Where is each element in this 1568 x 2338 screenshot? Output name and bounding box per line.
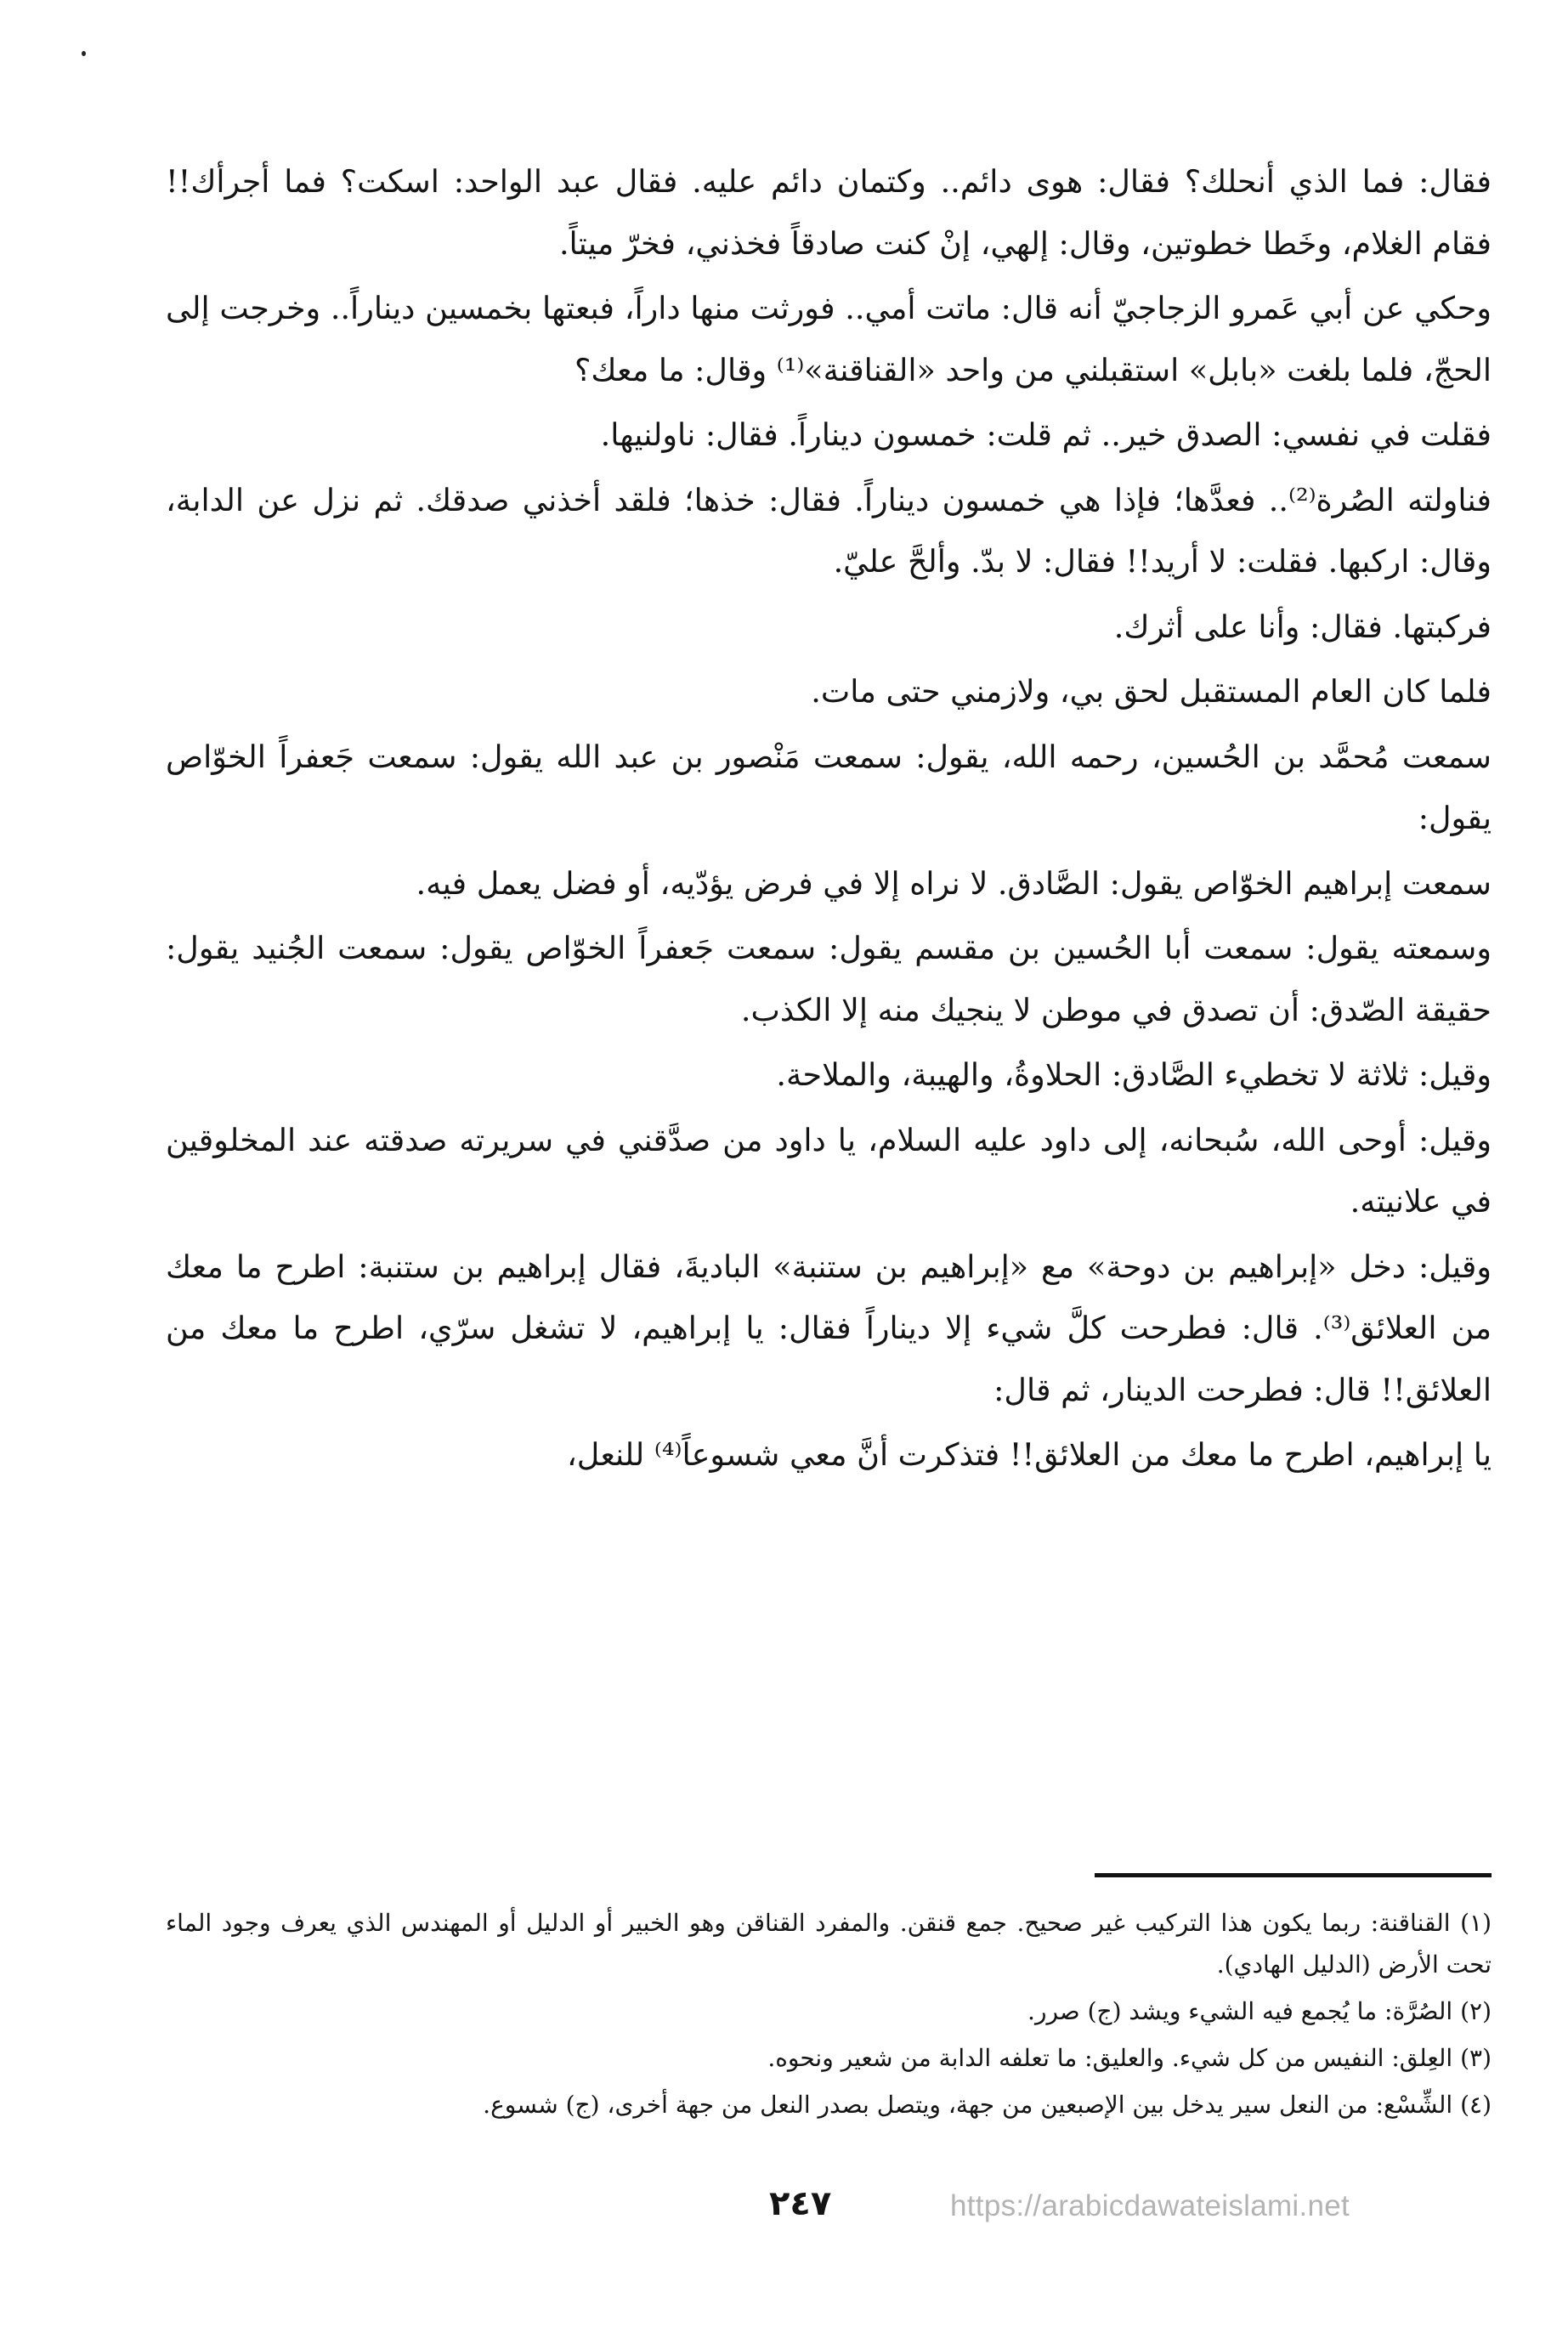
- footnotes: [166, 1902, 1492, 2131]
- footnote: (٤) الشِّسْع: من النعل سير يدخل بين الإصبعين من جهة، ويتصل بصدر النعل من جهة أخرى، (ج) شسوع.: [483, 2091, 1492, 2119]
- paragraph: وقيل: ثلاثة لا تخطيء الصَّادق: الحلاوةُ، والهيبة، والملاحة.: [776, 1056, 1492, 1093]
- paragraph: وسمعته يقول: سمعت أبا الحُسين بن مقسم يقول: سمعت جَعفراً الخوّاص يقول: سمعت الجُنيد يقول: حقيقة الصّدق: أن تصدق في موطن لا ينجيك منه إلا الكذب.: [166, 930, 1492, 1028]
- watermark-url: https://arabicdawateislami.net: [950, 2189, 1350, 2222]
- footnote: (٣) العِلق: النفيس من كل شيء. والعليق: ما تعلفه الدابة من شعير ونحوه.: [767, 2044, 1492, 2072]
- footnote-divider: [1095, 1873, 1492, 1877]
- paragraph: فقلت في نفسي: الصدق خير.. ثم قلت: خمسون ديناراً. فقال: ناولنيها.: [600, 416, 1492, 453]
- paragraph: فركبتها. فقال: وأنا على أثرك.: [1113, 608, 1492, 645]
- paragraph: فقال: فما الذي أنحلك؟ فقال: هوى دائم.. وكتمان دائم عليه. فقال عبد الواحد: اسكت؟ فما أجرأك!! فقام الغلام، وخَطا خطوتين، وقال: إلهي، إنْ كنت صادقاً فخذني، فخرّ ميتاً.: [166, 163, 1492, 262]
- paragraph: سمعت إبراهيم الخوّاص يقول: الصَّادق. لا نراه إلا في فرض يؤدّيه، أو فضل يعمل فيه.: [416, 864, 1492, 902]
- paragraph: فلما كان العام المستقبل لحق بي، ولازمني حتى مات.: [811, 673, 1492, 710]
- page-number: ٢٤٧: [769, 2184, 832, 2223]
- main-text: [166, 151, 1492, 1490]
- paragraph: يا إبراهيم، اطرح ما معك من العلائق!! فتذكرت أنَّ معي شسوعاً⁽⁴⁾ للنعل،: [567, 1436, 1492, 1473]
- ink-dot: [82, 51, 86, 56]
- footnote: (٢) الصُرَّة: ما يُجمع فيه الشيء ويشد (ج) صرر.: [1027, 1997, 1492, 2025]
- paragraph: وحكي عن أبي عَمرو الزجاجيّ أنه قال: ماتت أمي.. فورثت منها داراً، فبعتها بخمسين ديناراً.. وخرجت إلى الحجّ، فلما بلغت «بابل» استقبلني من واحد «القناقنة»⁽¹⁾ وقال: ما معك؟: [166, 290, 1492, 388]
- footnote: (١) القناقنة: ربما يكون هذا التركيب غير صحيح. جمع قنقن. والمفرد القناقن وهو الخبير أو الدليل أو المهندس الذي يعرف وجود الماء تحت الأرض (الدليل الهادي).: [166, 1909, 1492, 1979]
- paragraph: وقيل: دخل «إبراهيم بن دوحة» مع «إبراهيم بن ستنبة» الباديةَ، فقال إبراهيم بن ستنبة: اطرح ما معك من العلائق⁽³⁾. قال: فطرحت كلَّ شيء إلا ديناراً فقال: يا إبراهيم، لا تشغل سرّي، اطرح ما معك من العلائق!! قال: فطرحت الدينار، ثم قال:: [166, 1248, 1492, 1408]
- paragraph: سمعت مُحمَّد بن الحُسين، رحمه الله، يقول: سمعت مَنْصور بن عبد الله يقول: سمعت جَعفراً الخوّاص يقول:: [166, 738, 1492, 836]
- paragraph: فناولته الصُرة⁽²⁾.. فعدَّها؛ فإذا هي خمسون ديناراً. فقال: خذها؛ فلقد أخذني صدقك. ثم نزل عن الدابة، وقال: اركبها. فقلت: لا أريد!! فقال: لا بدّ. وألحَّ عليّ.: [166, 481, 1492, 580]
- paragraph: وقيل: أوحى الله، سُبحانه، إلى داود عليه السلام، يا داود من صدَّقني في سريرته صدقته عند المخلوقين في علانيته.: [166, 1121, 1492, 1220]
